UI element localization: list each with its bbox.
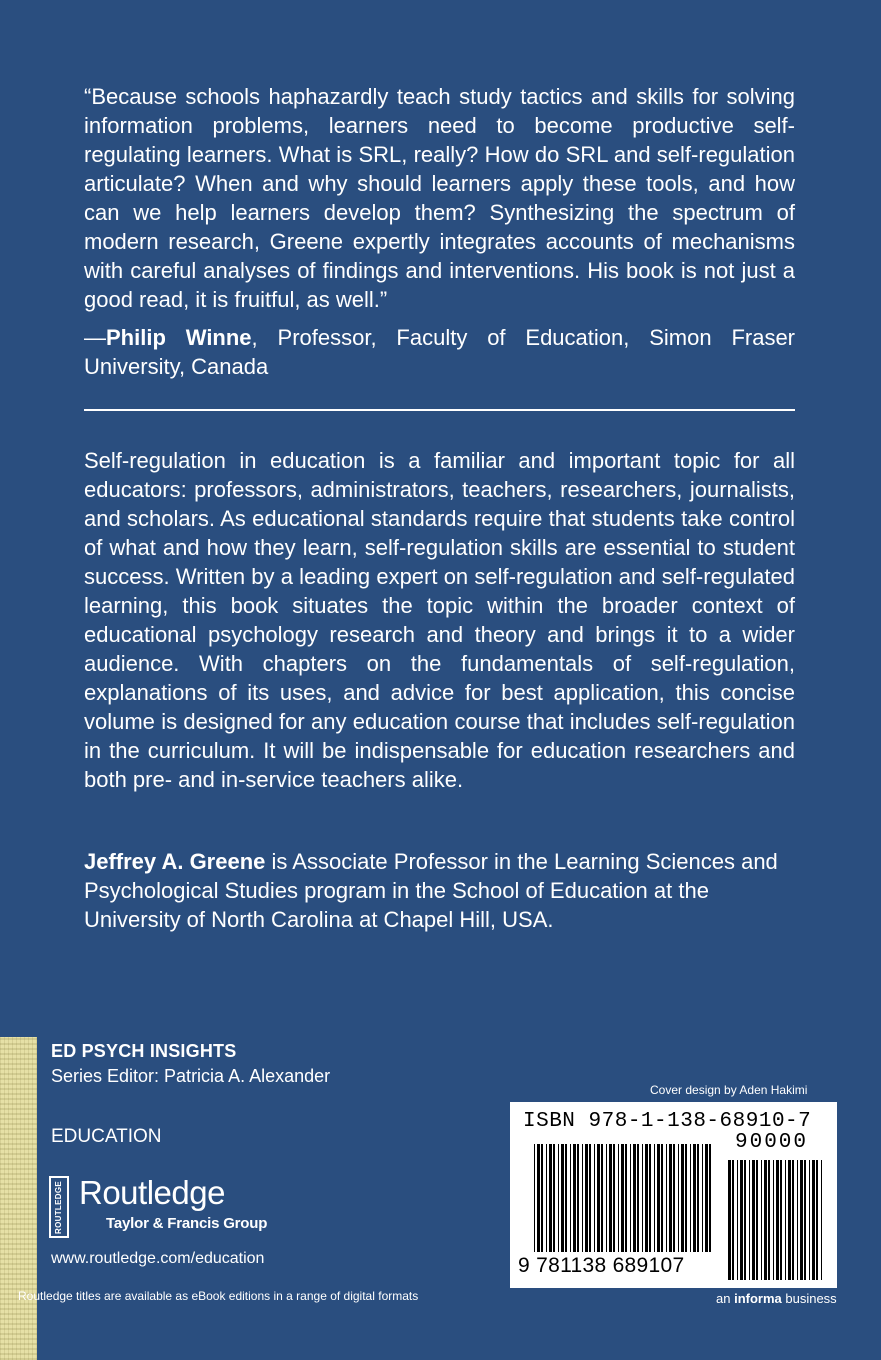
price-code: 90000 [735,1131,809,1154]
barcode-bar [821,1160,822,1280]
barcode-bar [761,1160,762,1280]
barcode-bar [764,1160,767,1280]
endorsement-attribution [84,323,795,381]
barcode-bar [630,1144,631,1252]
barcode-bar [654,1144,655,1252]
barcode-bar [621,1144,624,1252]
barcode-bar [740,1160,743,1280]
barcode-bar [773,1160,774,1280]
barcode-bar [792,1160,794,1280]
logo-mark-text: ROUTLEDGE [54,1180,63,1234]
isbn-label: ISBN 978-1-138-68910-7 [523,1110,812,1133]
barcode-bar [553,1144,555,1252]
barcode-bar [541,1144,543,1252]
barcode-bar [788,1160,791,1280]
barcode-bar [661,1144,663,1252]
barcode-bar [549,1144,552,1252]
barcode-bar [749,1160,750,1280]
attribution-dash: — [84,325,106,350]
ebook-note: Routledge titles are available as eBook editions in a range of digital formats [18,1289,419,1303]
barcode-bar [776,1160,779,1280]
barcode-bar [618,1144,619,1252]
barcode-bar [797,1160,798,1280]
barcode-bar [752,1160,755,1280]
barcode-bar [804,1160,806,1280]
barcode-bar [613,1144,615,1252]
series-title: ED PSYCH INSIGHTS [51,1041,237,1061]
barcode-bar [812,1160,815,1280]
barcode-bar [642,1144,643,1252]
isbn-barcode [510,1102,837,1288]
barcode-bar [633,1144,636,1252]
barcode-bar [601,1144,603,1252]
barcode-bar [705,1144,708,1252]
barcode-bar [573,1144,576,1252]
barcode-bar [732,1160,734,1280]
barcode-bar [681,1144,684,1252]
subject-category: EDUCATION [51,1126,162,1147]
barcode-bar [637,1144,639,1252]
barcode-bar [816,1160,818,1280]
barcode-bar [685,1144,687,1252]
barcode-bar [693,1144,696,1252]
routledge-logo-mark [49,1176,69,1238]
barcode-bar [780,1160,782,1280]
barcode-bar [609,1144,612,1252]
barcode-bar [570,1144,571,1252]
barcode-bar [577,1144,579,1252]
barcode-bar [582,1144,583,1252]
barcode-bar [537,1144,540,1252]
barcode-bar [744,1160,746,1280]
publisher-group: Taylor & Francis Group [106,1215,268,1232]
barcode-bar [625,1144,627,1252]
barcode-bar [597,1144,600,1252]
barcode-bar [565,1144,567,1252]
barcode-bar [737,1160,738,1280]
barcode-bar [546,1144,547,1252]
cover-credit: Cover design by Aden Hakimi [650,1083,808,1097]
barcode-bar [669,1144,672,1252]
author-bio-text: is Associate Professor in the Learning Sciences and Psychological Studies program in the School of Education at the University of North Carolina at Chapel Hill, USA. [84,849,778,932]
barcode-bar [666,1144,667,1252]
barcode-bar [678,1144,679,1252]
barcode-bar [589,1144,591,1252]
barcode-bar [785,1160,786,1280]
barcode-bar [809,1160,810,1280]
routledge-logo [49,1176,289,1240]
barcode-bar [728,1160,731,1280]
publisher-name: Routledge [79,1174,225,1211]
endorser-name: Philip Winne [106,325,252,350]
barcode-bar [756,1160,758,1280]
informa-brand: informa [734,1291,782,1306]
barcode-bar [558,1144,559,1252]
barcode-bar [606,1144,607,1252]
barcode-bar [649,1144,651,1252]
author-bio [84,847,795,934]
informa-business-mark [716,1291,837,1306]
informa-suffix: business [781,1291,837,1306]
barcode-number: 9 781138 689107 [518,1254,685,1277]
barcode-bar [561,1144,564,1252]
barcode-bar [800,1160,803,1280]
barcode-bar [645,1144,648,1252]
barcode-bar [534,1144,535,1252]
barcode-bar [594,1144,595,1252]
author-name: Jeffrey A. Greene [84,849,266,874]
barcode-bar [768,1160,770,1280]
divider-rule [84,409,795,411]
endorsement-quote: “Because schools haphazardly teach study tactics and skills for solving information problems, learners need to become productive self-regulating learners. What is SRL, really? How do SRL and self-regulation articulate? When and why should learners apply these tools, and how can we help learners develop them? Synthesizing the spectrum of modern research, Greene expertly integrates accounts of mechanisms with careful analyses of findings and interventions. His book is not just a good read, it is fruitful, as well.” [84,84,795,312]
barcode-bar [697,1144,699,1252]
publisher-url: www.routledge.com/education [51,1250,265,1267]
informa-prefix: an [716,1291,735,1306]
barcode-bar [585,1144,588,1252]
endorser-affiliation: , Professor, Faculty of Education, Simon Fraser University, Canada [84,325,796,379]
barcode-bar [657,1144,660,1252]
barcode-bar [690,1144,691,1252]
barcode-bar [673,1144,675,1252]
series-editor: Series Editor: Patricia A. Alexander [51,1066,331,1086]
barcode-bar [709,1144,711,1252]
spine-texture [0,1037,37,1360]
barcode-bar [702,1144,703,1252]
book-description: Self-regulation in education is a familiar and important topic for all educators: professors, administrators, teachers, researchers, journalists, and scholars. As educational standards require that students take control of what and how they learn, self-regulation skills are essential to student success. Written by a leading expert on self-regulation and self-regulated learning, this book situates the topic within the broader context of educational psychology research and theory and brings it to a wider audience. With chapters on the fundamentals of self-regulation, explanations of its uses, and advice for best application, this concise volume is designed for any education course that includes self-regulation in the curriculum. It will be indispensable for education researchers and both pre- and in-service teachers alike. [84,448,795,792]
